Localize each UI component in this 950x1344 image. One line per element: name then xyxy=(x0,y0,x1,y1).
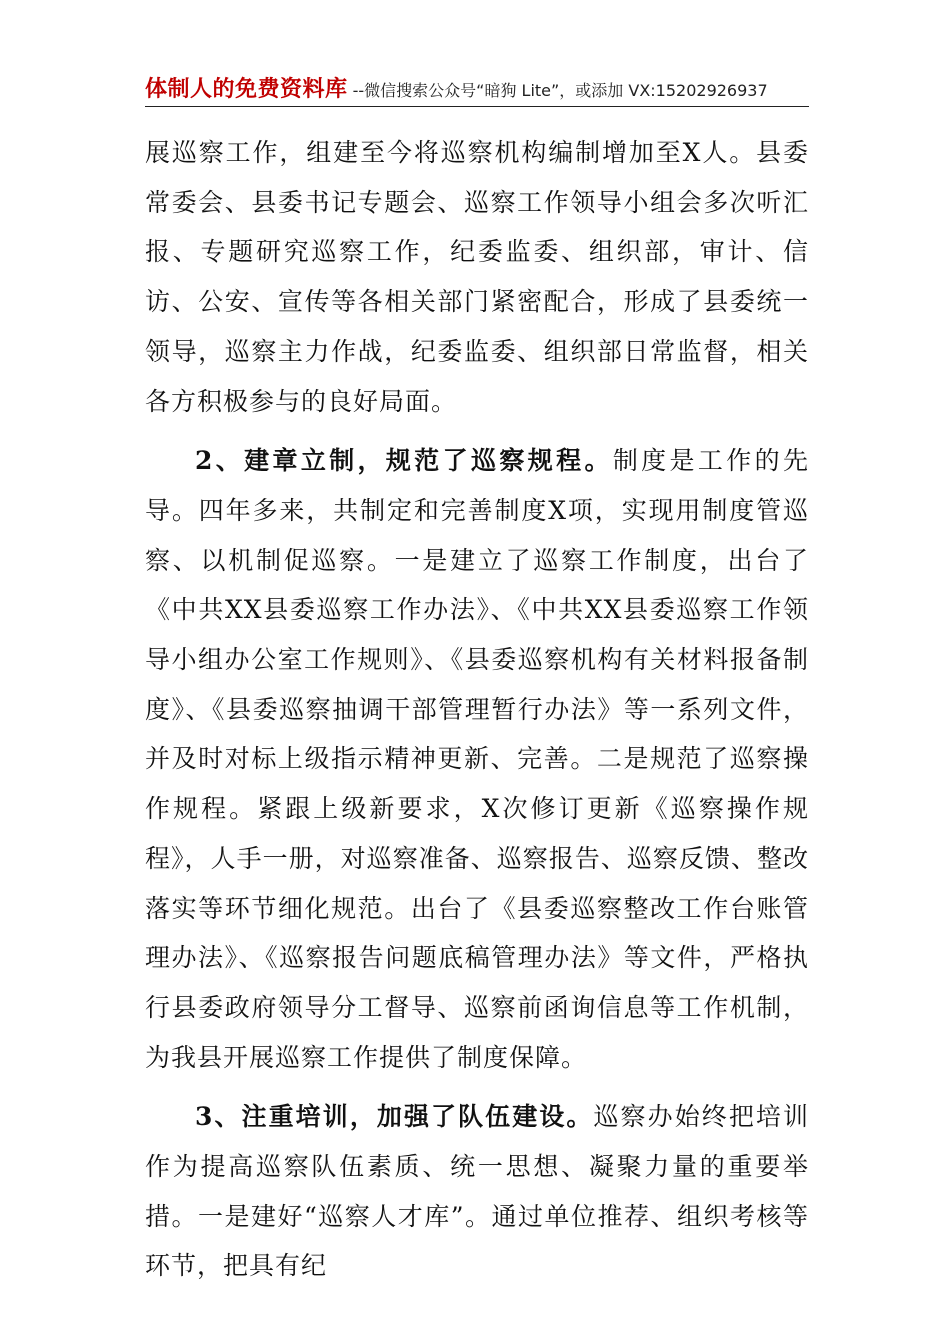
paragraph-2 xyxy=(145,436,809,1082)
paragraph-3-text: 巡察办始终把培训作为提高巡察队伍素质、统一思想、凝聚力量的重要举措。一是建好“巡察人才库”。通过单位推荐、组织考核等环节，把具有纪 xyxy=(145,1102,809,1281)
header-tagline: --微信搜索公众号“暗狗 Lite”，或添加 VX:15202926937 xyxy=(347,81,768,100)
header-brand: 体制人的免费资料库 xyxy=(145,77,348,102)
document-body xyxy=(145,128,809,1291)
paragraph-2-text: 制度是工作的先导。四年多来，共制定和完善制度X项，实现用制度管巡察、以机制促巡察。一是建立了巡察工作制度，出台了《中共XX县委巡察工作办法》、《中共XX县委巡察工作领导小组办公室工作规则》、《县委巡察机构有关材料报备制度》、《县委巡察抽调干部管理暂行办法》等一系列文件，并及时对标上级指示精神更新、完善。二是规范了巡察操作规程。紧跟上级新要求，X次修订更新《巡察操作规程》，人手一册，对巡察准备、巡察报告、巡察反馈、整改落实等环节细化规范。出台了《县委巡察整改工作台账管理办法》、《巡察报告问题底稿管理办法》等文件，严格执行县委政府领导分工督导、巡察前函询信息等工作机制，为我县开展巡察工作提供了制度保障。 xyxy=(145,446,809,1072)
paragraph-2-heading: 2、建章立制，规范了巡察规程。 xyxy=(195,446,613,476)
paragraph-1-text: 展巡察工作，组建至今将巡察机构编制增加至X人。县委常委会、县委书记专题会、巡察工作领导小组会多次听汇报、专题研究巡察工作，纪委监委、组织部，审计、信访、公安、宣传等各相关部门紧密配合，形成了县委统一领导，巡察主力作战，纪委监委、组织部日常监督，相关各方积极参与的良好局面。 xyxy=(145,138,809,416)
paragraph-3 xyxy=(145,1092,809,1291)
paragraph-3-heading: 3、注重培训，加强了队伍建设。 xyxy=(195,1102,594,1132)
paragraph-1 xyxy=(145,128,809,426)
page-header xyxy=(145,72,809,107)
